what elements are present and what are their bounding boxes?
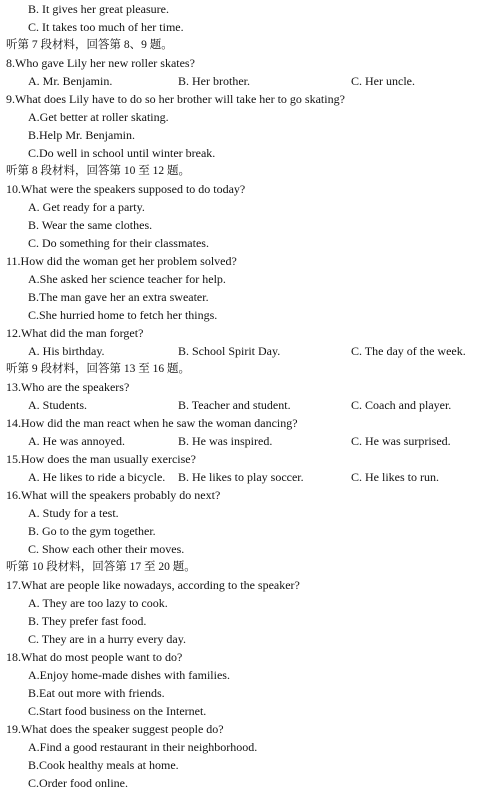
answer-option: C. Do something for their classmates. — [28, 236, 209, 250]
answer-option: A. They are too lazy to cook. — [28, 596, 168, 610]
answer-option: A. Get ready for a party. — [28, 200, 145, 214]
question-text: 17.What are people like nowadays, according to the speaker? — [6, 578, 300, 592]
answer-option: B. Teacher and student. — [178, 398, 291, 412]
answer-option: C. The day of the week. — [351, 344, 466, 358]
section-heading — [0, 162, 488, 180]
option-line — [0, 756, 488, 774]
option-line — [0, 234, 488, 252]
answer-option: C.Order food online. — [28, 776, 128, 790]
question-line — [0, 252, 488, 270]
answer-option: C.Start food business on the Internet. — [28, 704, 207, 718]
answer-option: A.Find a good restaurant in their neighborhood. — [28, 740, 258, 754]
answer-option: B.Eat out more with friends. — [28, 686, 165, 700]
answer-option: A. Students. — [28, 398, 88, 412]
option-line — [0, 216, 488, 234]
option-line — [0, 594, 488, 612]
question-line — [0, 54, 488, 72]
question-line — [0, 90, 488, 108]
answer-option: B. Her brother. — [178, 74, 250, 88]
answer-option: A. Mr. Benjamin. — [28, 74, 113, 88]
question-text: 14.How did the man react when he saw the woman dancing? — [6, 416, 298, 430]
answer-option: C. Coach and player. — [351, 398, 452, 412]
section-heading — [0, 360, 488, 378]
answer-option: B. School Spirit Day. — [178, 344, 281, 358]
option-line — [0, 126, 488, 144]
section-heading-text: 听第 7 段材料，回答第 8、9 题。 — [6, 39, 173, 51]
section-heading — [0, 36, 488, 54]
section-heading-text: 听第 10 段材料，回答第 17 至 20 题。 — [6, 561, 196, 573]
option-line — [0, 18, 488, 36]
section-heading-text: 听第 9 段材料，回答第 13 至 16 题。 — [6, 363, 190, 375]
answer-option: A. He likes to ride a bicycle. — [28, 470, 166, 484]
answer-option: B. He was inspired. — [178, 434, 273, 448]
answer-option: C. They are in a hurry every day. — [28, 632, 186, 646]
option-line — [0, 504, 488, 522]
answer-option: B. He likes to play soccer. — [178, 470, 304, 484]
answer-option: B.Help Mr. Benjamin. — [28, 128, 135, 142]
question-text: 10.What were the speakers supposed to do today? — [6, 182, 246, 196]
option-line — [0, 144, 488, 162]
option-line — [0, 108, 488, 126]
question-line — [0, 648, 488, 666]
question-text: 15.How does the man usually exercise? — [6, 452, 196, 466]
answer-option: B.Cook healthy meals at home. — [28, 758, 179, 772]
option-line — [0, 396, 488, 414]
option-line — [0, 270, 488, 288]
answer-option: C. He was surprised. — [351, 434, 451, 448]
option-line — [0, 288, 488, 306]
question-text: 12.What did the man forget? — [6, 326, 144, 340]
question-text: 18.What do most people want to do? — [6, 650, 183, 664]
question-line — [0, 486, 488, 504]
answer-option: B. They prefer fast food. — [28, 614, 147, 628]
answer-option: A. His birthday. — [28, 344, 105, 358]
question-line — [0, 450, 488, 468]
option-line — [0, 540, 488, 558]
option-line — [0, 468, 488, 486]
question-line — [0, 324, 488, 342]
option-line — [0, 738, 488, 756]
option-line — [0, 342, 488, 360]
answer-option: A. He was annoyed. — [28, 434, 125, 448]
option-line — [0, 432, 488, 450]
answer-option: C. It takes too much of her time. — [28, 20, 184, 34]
question-text: 11.How did the woman get her problem solved? — [6, 254, 237, 268]
option-line — [0, 306, 488, 324]
question-text: 19.What does the speaker suggest people do? — [6, 722, 224, 736]
answer-option: C. Her uncle. — [351, 74, 415, 88]
answer-option: C. Show each other their moves. — [28, 542, 185, 556]
question-text: 16.What will the speakers probably do next? — [6, 488, 221, 502]
option-line — [0, 684, 488, 702]
answer-option: C.Do well in school until winter break. — [28, 146, 216, 160]
question-text: 9.What does Lily have to do so her brother will take her to go skating? — [6, 92, 345, 106]
section-heading — [0, 558, 488, 576]
option-line — [0, 0, 488, 18]
question-line — [0, 576, 488, 594]
answer-option: B.The man gave her an extra sweater. — [28, 290, 209, 304]
question-text: 13.Who are the speakers? — [6, 380, 130, 394]
question-line — [0, 414, 488, 432]
answer-option: C. He likes to run. — [351, 470, 439, 484]
option-line — [0, 198, 488, 216]
option-line — [0, 522, 488, 540]
option-line — [0, 702, 488, 720]
answer-option: B. It gives her great pleasure. — [28, 2, 169, 16]
answer-option: A. Study for a test. — [28, 506, 119, 520]
answer-option: A.Enjoy home-made dishes with families. — [28, 668, 230, 682]
option-line — [0, 666, 488, 684]
question-text: 8.Who gave Lily her new roller skates? — [6, 56, 195, 70]
option-line — [0, 774, 488, 792]
option-line — [0, 612, 488, 630]
answer-option: B. Go to the gym together. — [28, 524, 156, 538]
question-line — [0, 180, 488, 198]
answer-option: C.She hurried home to fetch her things. — [28, 308, 218, 322]
section-heading-text: 听第 8 段材料，回答第 10 至 12 题。 — [6, 165, 190, 177]
answer-option: A.Get better at roller skating. — [28, 110, 169, 124]
question-line — [0, 720, 488, 738]
question-line — [0, 378, 488, 396]
answer-option: A.She asked her science teacher for help. — [28, 272, 226, 286]
option-line — [0, 72, 488, 90]
answer-option: B. Wear the same clothes. — [28, 218, 153, 232]
option-line — [0, 630, 488, 648]
